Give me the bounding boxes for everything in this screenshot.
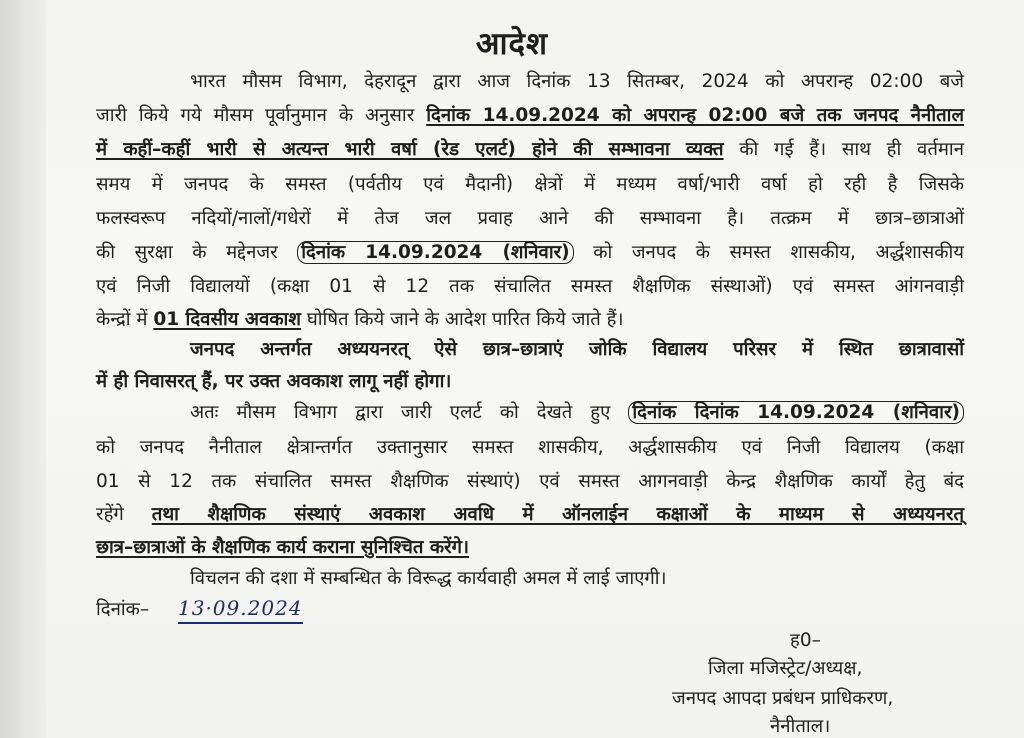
para3-date-boxed: दिनांक दिनांक 14.09.2024 (शनिवार): [628, 401, 964, 424]
para1-red-alert-highlight: में कहीं–कहीं भारी से अत्यन्त भारी वर्षा (रेड एलर्ट) होने की सम्भावना व्यक्त: [96, 139, 724, 160]
para1-line8-text-c: घोषित किये जाने के आदेश पारित किये जाते हैं।: [306, 309, 624, 330]
para1-line3: [96, 138, 964, 162]
para1-date-boxed: दिनांक 14.09.2024 (शनिवार): [297, 241, 573, 264]
para3-line3: 01 से 12 तक संचालित समस्त शैक्षणिक संस्थाएं) एवं समस्त आगनवाड़ी केन्द्र शैक्षणिक कार्यों हेतु बंद: [96, 471, 964, 492]
para2-line2: में ही निवासरत् हैं, पर उक्त अवकाश लागू नहीं होगा।: [96, 371, 452, 392]
para1-line3-text: की गई हैं। साथ ही वर्तमान: [739, 139, 964, 160]
date-label: दिनांक–: [96, 599, 150, 620]
para3-line2: को जनपद नैनीताल क्षेत्रान्तर्गत उक्तानुसार समस्त शासकीय, अर्द्धशासकीय एवं निजी विद्यालय (कक्षा: [96, 437, 964, 458]
para3-online-classes-highlight: तथा शैक्षणिक संस्थाएं अवकाश अवधि में ऑनलाईन कक्षाओं के माध्यम से अध्ययनरत्: [151, 504, 964, 525]
para3-line5: छात्र–छात्राओं के शैक्षणिक कार्य कराना सुनिश्चित करेंगे।: [96, 537, 470, 558]
para2-line1: जनपद अन्तर्गत अध्ययनरत् ऐसे छात्र–छात्राएं जोकि विद्यालय परिसर में स्थित छात्रावासों: [190, 339, 964, 360]
para1-line2-text: जारी किये गये मौसम पूर्वानुमान के अनुसार: [96, 105, 415, 126]
para1-line5: फलस्वरूप नदियों/नालों/गधेरों में तेज जल प्रवाह आने की सम्भावना है। तत्क्रम में छात्र–छात्राओं: [96, 208, 964, 229]
para1-line8: [96, 308, 624, 332]
para3-line4: [96, 503, 964, 527]
para3-line1-text: अतः मौसम विभाग द्वारा जारी एलर्ट को देखते हुए: [190, 402, 611, 423]
para1-line6-text-c: को जनपद के समस्त शासकीय, अर्द्धशासकीय: [593, 242, 964, 263]
signatory-location: नैनीताल।: [770, 716, 831, 737]
para1-line6: [96, 241, 964, 265]
signatory-authority: जनपद आपदा प्रबंधन प्राधिकरण,: [672, 688, 894, 709]
para1-line8-text-a: केन्द्रों में: [96, 309, 148, 330]
signature-mark: ह0–: [790, 630, 821, 651]
handwritten-date: 13·09.2024: [178, 596, 303, 624]
para1-line6-text-a: की सुरक्षा के मद्देनजर: [96, 242, 278, 263]
para3-line1: [190, 401, 964, 425]
para1-line1: भारत मौसम विभाग, देहरादून द्वारा आज दिनांक 13 सितम्बर, 2024 को अपरान्ह 02:00 बजे: [190, 71, 964, 92]
para3-line4-text: रहेंगे: [96, 504, 124, 525]
signatory-title: जिला मजिस्ट्रेट/अध्यक्ष,: [708, 658, 863, 679]
para1-line2: [96, 104, 964, 128]
para1-line4: समय में जनपद के समस्त (पर्वतीय एवं मैदानी) क्षेत्रों में मध्यम वर्षा/भारी वर्षा हो रही है जिसके: [96, 174, 964, 195]
para1-holiday-highlight: 01 दिवसीय अवकाश: [153, 309, 301, 330]
para1-line7: एवं निजी विद्यालयों (कक्षा 01 से 12 तक संचालित समस्त शैक्षणिक संस्थाओं) एवं समस्त आंगनवाड़ी: [96, 276, 964, 297]
document-title: आदेश: [475, 26, 549, 62]
para1-forecast-highlight: दिनांक 14.09.2024 को अपरान्ह 02:00 बजे तक जनपद नैनीताल: [426, 105, 964, 126]
para4-line1: विचलन की दशा में सम्बन्धित के विरूद्ध कार्यवाही अमल में लाई जाएगी।: [190, 568, 667, 589]
page-shadow-edge: [0, 0, 46, 738]
